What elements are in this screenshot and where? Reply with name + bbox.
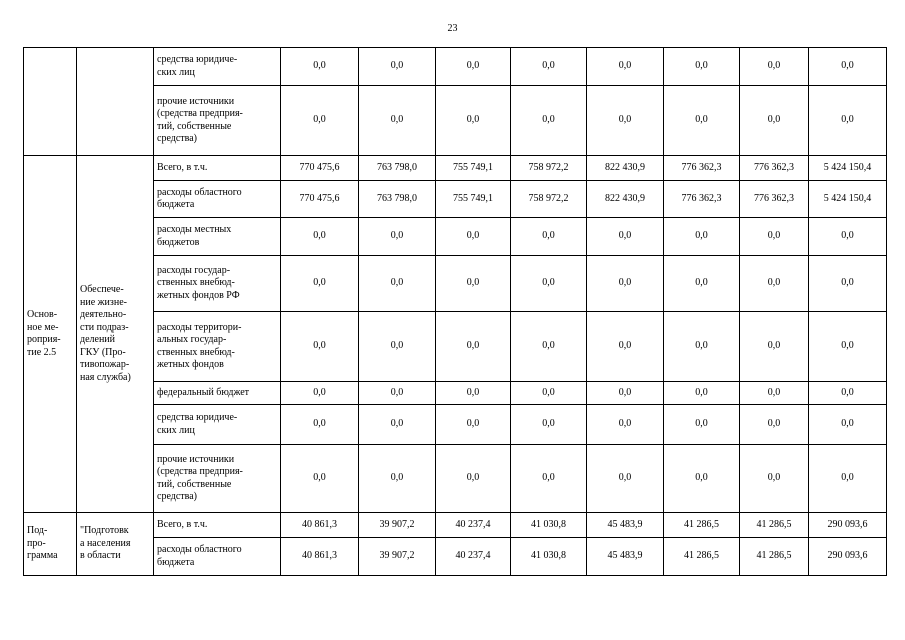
value-cell: 758 972,2 (511, 156, 587, 181)
value-cell: 0,0 (587, 405, 664, 445)
value-cell: 0,0 (809, 445, 887, 513)
value-cell: 290 093,6 (809, 538, 887, 576)
value-cell: 290 093,6 (809, 513, 887, 538)
value-cell: 41 030,8 (511, 538, 587, 576)
value-cell: 0,0 (511, 382, 587, 405)
value-cell: 0,0 (359, 256, 436, 312)
value-cell: 0,0 (587, 86, 664, 156)
funding-source-cell: расходы областного бюджета (154, 181, 281, 218)
table-row (24, 156, 887, 181)
value-cell: 41 286,5 (664, 538, 740, 576)
value-cell: 0,0 (281, 48, 359, 86)
value-cell: 0,0 (587, 445, 664, 513)
table-row (24, 513, 887, 538)
value-cell: 0,0 (359, 445, 436, 513)
funding-source-cell: расходы областного бюджета (154, 538, 281, 576)
value-cell: 45 483,9 (587, 538, 664, 576)
measure-name-cell (77, 48, 154, 156)
value-cell: 0,0 (359, 218, 436, 256)
value-cell: 40 861,3 (281, 538, 359, 576)
value-cell: 41 030,8 (511, 513, 587, 538)
value-cell: 0,0 (511, 256, 587, 312)
value-cell: 0,0 (359, 86, 436, 156)
funding-source-cell: средства юридиче- ских лиц (154, 405, 281, 445)
value-cell: 763 798,0 (359, 156, 436, 181)
funding-source-cell: прочие источники (средства предприя- тий, собственные средства) (154, 86, 281, 156)
value-cell: 0,0 (359, 312, 436, 382)
value-cell: 758 972,2 (511, 181, 587, 218)
value-cell: 0,0 (740, 48, 809, 86)
value-cell: 0,0 (809, 48, 887, 86)
value-cell: 0,0 (809, 405, 887, 445)
value-cell: 0,0 (587, 218, 664, 256)
value-cell: 0,0 (740, 218, 809, 256)
value-cell: 0,0 (809, 86, 887, 156)
value-cell: 41 286,5 (740, 513, 809, 538)
value-cell: 0,0 (281, 312, 359, 382)
value-cell: 0,0 (281, 256, 359, 312)
value-cell: 0,0 (281, 445, 359, 513)
value-cell: 0,0 (587, 48, 664, 86)
value-cell: 0,0 (436, 405, 511, 445)
value-cell: 0,0 (436, 218, 511, 256)
value-cell: 0,0 (511, 445, 587, 513)
value-cell: 0,0 (436, 445, 511, 513)
value-cell: 0,0 (664, 48, 740, 86)
value-cell: 770 475,6 (281, 181, 359, 218)
measure-cell: Под- про- грамма (24, 513, 77, 576)
value-cell: 0,0 (436, 256, 511, 312)
funding-source-cell: федеральный бюджет (154, 382, 281, 405)
funding-source-cell: средства юридиче- ских лиц (154, 48, 281, 86)
value-cell: 0,0 (511, 48, 587, 86)
table-row (24, 405, 887, 445)
value-cell: 822 430,9 (587, 181, 664, 218)
value-cell: 0,0 (436, 312, 511, 382)
value-cell: 40 861,3 (281, 513, 359, 538)
value-cell: 40 237,4 (436, 513, 511, 538)
value-cell: 0,0 (740, 405, 809, 445)
value-cell: 0,0 (664, 256, 740, 312)
value-cell: 0,0 (359, 48, 436, 86)
value-cell: 822 430,9 (587, 156, 664, 181)
value-cell: 0,0 (587, 256, 664, 312)
table-row (24, 181, 887, 218)
value-cell: 0,0 (809, 312, 887, 382)
funding-source-cell: расходы территори- альных государ- ственных внебюд- жетных фондов (154, 312, 281, 382)
table-row (24, 86, 887, 156)
value-cell: 41 286,5 (664, 513, 740, 538)
value-cell: 0,0 (664, 405, 740, 445)
value-cell: 0,0 (587, 382, 664, 405)
value-cell: 40 237,4 (436, 538, 511, 576)
value-cell: 0,0 (281, 382, 359, 405)
value-cell: 776 362,3 (664, 156, 740, 181)
value-cell: 0,0 (664, 312, 740, 382)
value-cell: 776 362,3 (740, 156, 809, 181)
value-cell: 0,0 (740, 256, 809, 312)
funding-source-cell: прочие источники (средства предприя- тий, собственные средства) (154, 445, 281, 513)
funding-source-cell: Всего, в т.ч. (154, 156, 281, 181)
value-cell: 0,0 (281, 86, 359, 156)
value-cell: 776 362,3 (664, 181, 740, 218)
value-cell: 5 424 150,4 (809, 156, 887, 181)
value-cell: 0,0 (740, 382, 809, 405)
table-row (24, 538, 887, 576)
value-cell: 0,0 (511, 86, 587, 156)
value-cell: 0,0 (436, 86, 511, 156)
value-cell: 0,0 (809, 218, 887, 256)
value-cell: 0,0 (809, 382, 887, 405)
measure-name-cell: "Подготовк а населения в области (77, 513, 154, 576)
measure-cell (24, 48, 77, 156)
value-cell: 0,0 (511, 312, 587, 382)
value-cell: 0,0 (436, 48, 511, 86)
value-cell: 0,0 (664, 382, 740, 405)
value-cell: 0,0 (511, 405, 587, 445)
value-cell: 0,0 (740, 86, 809, 156)
measure-name-cell: Обеспече- ние жизне- деятельно- сти подраз- делений ГКУ (Про- тивопожар- ная служба) (77, 156, 154, 513)
value-cell: 39 907,2 (359, 538, 436, 576)
value-cell: 39 907,2 (359, 513, 436, 538)
budget-table (23, 47, 887, 576)
funding-source-cell: Всего, в т.ч. (154, 513, 281, 538)
value-cell: 770 475,6 (281, 156, 359, 181)
value-cell: 0,0 (587, 312, 664, 382)
value-cell: 755 749,1 (436, 181, 511, 218)
value-cell: 41 286,5 (740, 538, 809, 576)
value-cell: 763 798,0 (359, 181, 436, 218)
value-cell: 0,0 (281, 405, 359, 445)
value-cell: 0,0 (511, 218, 587, 256)
value-cell: 45 483,9 (587, 513, 664, 538)
table-row (24, 48, 887, 86)
funding-source-cell: расходы местных бюджетов (154, 218, 281, 256)
value-cell: 0,0 (359, 405, 436, 445)
value-cell: 0,0 (740, 312, 809, 382)
value-cell: 0,0 (809, 256, 887, 312)
value-cell: 0,0 (664, 445, 740, 513)
measure-cell: Основ- ное ме- роприя- тие 2.5 (24, 156, 77, 513)
value-cell: 0,0 (740, 445, 809, 513)
page-number: 23 (447, 23, 458, 34)
value-cell: 0,0 (359, 382, 436, 405)
table-row (24, 445, 887, 513)
value-cell: 776 362,3 (740, 181, 809, 218)
value-cell: 755 749,1 (436, 156, 511, 181)
value-cell: 0,0 (664, 86, 740, 156)
table-row (24, 256, 887, 312)
value-cell: 0,0 (281, 218, 359, 256)
value-cell: 0,0 (436, 382, 511, 405)
funding-source-cell: расходы государ- ственных внебюд- жетных фондов РФ (154, 256, 281, 312)
value-cell: 5 424 150,4 (809, 181, 887, 218)
table-row (24, 382, 887, 405)
table-row (24, 312, 887, 382)
table-row (24, 218, 887, 256)
value-cell: 0,0 (664, 218, 740, 256)
